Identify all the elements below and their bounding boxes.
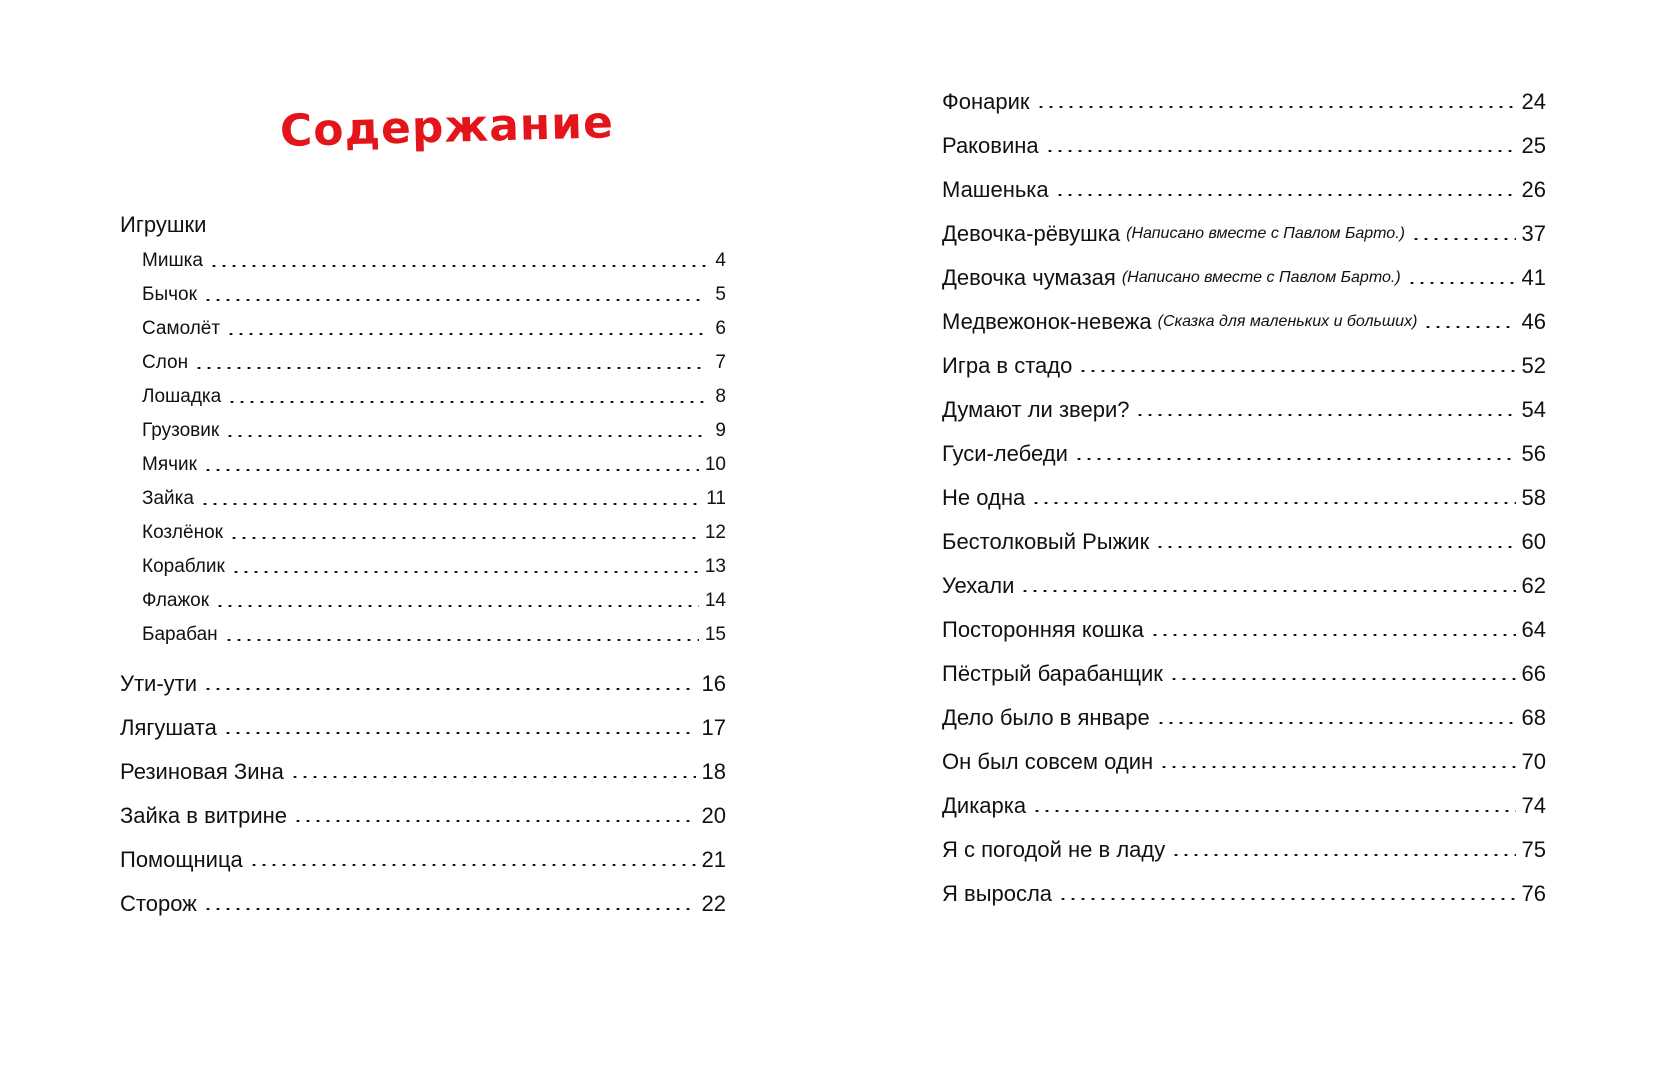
toc-page-number: 22 — [701, 891, 726, 916]
dot-leader — [194, 367, 706, 369]
toc-page-number: 62 — [1521, 573, 1546, 598]
toc-entry — [942, 168, 1546, 212]
toc-entry-title: Помощница — [120, 847, 243, 872]
toc-entry-title: Дело было в январе — [942, 705, 1150, 730]
toc-entry — [142, 312, 726, 346]
dot-leader — [203, 908, 696, 910]
toc-page-number: 16 — [701, 671, 726, 696]
dot-leader — [227, 401, 706, 403]
toc-entry-title: Зайка — [142, 488, 194, 509]
toc-entry — [942, 388, 1546, 432]
toc-page-number: 15 — [704, 624, 726, 645]
toc-entry — [942, 344, 1546, 388]
toc-entry — [942, 432, 1546, 476]
toc-entry-title: Он был совсем один — [942, 749, 1154, 774]
toc-page-number: 7 — [715, 352, 726, 373]
toc-page-number: 64 — [1521, 617, 1546, 642]
toc-entry-note: (Сказка для маленьких и больших) — [1157, 313, 1418, 330]
toc-entry — [942, 212, 1546, 256]
dot-leader — [1150, 634, 1516, 636]
toc-page-number: 66 — [1521, 661, 1546, 686]
toc-entry — [142, 244, 726, 278]
toc-entry-title: Мишка — [142, 250, 203, 271]
dot-leader — [1169, 678, 1516, 680]
dot-leader — [1032, 810, 1515, 812]
toc-page-number: 6 — [715, 318, 726, 339]
dot-leader — [1031, 502, 1515, 504]
toc-entry — [120, 706, 726, 750]
dot-leader — [1045, 150, 1516, 152]
dot-leader — [1423, 326, 1515, 328]
toc-entry-title: Барабан — [142, 624, 218, 645]
toc-entry-title: Машенька — [942, 177, 1049, 202]
toc-entry — [942, 872, 1546, 916]
toc-entry-title: Девочка чумазая — [942, 265, 1116, 290]
toc-page-number: 10 — [704, 454, 726, 475]
toc-entry-title: Дикарка — [942, 793, 1027, 818]
toc-page-number: 46 — [1521, 309, 1546, 334]
toc-page-number: 9 — [715, 420, 726, 441]
toc-entry — [942, 828, 1546, 872]
dot-leader — [1411, 238, 1516, 240]
toc-entry — [142, 516, 726, 550]
dot-leader — [1155, 546, 1515, 548]
dot-leader — [1171, 854, 1515, 856]
toc-entry-title: Лягушата — [120, 715, 217, 740]
toc-entry-title: Козлёнок — [142, 522, 223, 543]
toc-entry-title: Пёстрый барабанщик — [942, 661, 1163, 686]
dot-leader — [1407, 282, 1516, 284]
toc-page-number: 58 — [1521, 485, 1546, 510]
dot-leader — [203, 469, 699, 471]
toc-entry-title: Посторонняя кошка — [942, 617, 1144, 642]
toc-entry-title: Раковина — [942, 133, 1039, 158]
toc-entry — [942, 784, 1546, 828]
dot-leader — [223, 732, 696, 734]
toc-entry — [142, 278, 726, 312]
toc-entry-title: Девочка-рёвушка — [942, 221, 1121, 246]
toc-entry — [942, 696, 1546, 740]
dot-leader — [1055, 194, 1516, 196]
toc-entry — [142, 550, 726, 584]
toc-entry — [142, 414, 726, 448]
dot-leader — [215, 605, 699, 607]
dot-leader — [224, 639, 699, 641]
dot-leader — [200, 503, 700, 505]
toc-page-number: 17 — [701, 715, 726, 740]
toc-entry-title: Самолёт — [142, 318, 221, 339]
toc-entry-title: Ути-ути — [120, 671, 198, 696]
toc-page-number: 60 — [1521, 529, 1546, 554]
dot-leader — [249, 864, 696, 866]
dot-leader — [225, 435, 706, 437]
toc-entry — [942, 740, 1546, 784]
dot-leader — [290, 776, 696, 778]
left-page — [120, 0, 726, 1080]
toc-entry-title: Слон — [142, 352, 189, 373]
toc-page-number: 52 — [1521, 353, 1546, 378]
toc-entry-title: Грузовик — [142, 420, 220, 441]
toc-entry — [942, 476, 1546, 520]
dot-leader — [1078, 370, 1515, 372]
toc-page-number: 25 — [1521, 133, 1546, 158]
toc-entry — [942, 300, 1546, 344]
toc-page-number: 8 — [715, 386, 726, 407]
toc-entry-title: Уехали — [942, 573, 1015, 598]
toc-entry-title: Флажок — [142, 590, 210, 611]
toys-subsection-list — [142, 244, 726, 652]
toc-page-number: 24 — [1521, 89, 1546, 114]
toc-entry-title: Думают ли звери? — [942, 397, 1130, 422]
dot-leader — [1074, 458, 1516, 460]
toc-entry — [120, 794, 726, 838]
dot-leader — [1036, 106, 1516, 108]
toc-entry — [120, 882, 726, 926]
toc-page-number: 12 — [704, 522, 726, 543]
dot-leader — [231, 571, 699, 573]
toc-entry-title: Сторож — [120, 891, 197, 916]
toc-entry — [942, 256, 1546, 300]
toc-page-number: 20 — [701, 803, 726, 828]
toc-page-number: 18 — [701, 759, 726, 784]
dot-leader — [203, 299, 706, 301]
toc-page-number: 54 — [1521, 397, 1546, 422]
dot-leader — [209, 265, 706, 267]
toc-entry — [142, 584, 726, 618]
toc-page-number: 11 — [706, 488, 726, 509]
toc-entry — [942, 124, 1546, 168]
toc-entry — [942, 608, 1546, 652]
dot-leader — [1058, 898, 1515, 900]
toc-entry — [142, 346, 726, 380]
toc-page-number: 75 — [1521, 837, 1546, 862]
dot-leader — [226, 333, 706, 335]
toc-page-number: 5 — [715, 284, 726, 305]
toc-entry-title: Медвежонок-невежа — [942, 309, 1152, 334]
dot-leader — [1156, 722, 1516, 724]
toc-entry — [120, 750, 726, 794]
toc-entry-title: Резиновая Зина — [120, 759, 284, 784]
toc-entry-title: Не одна — [942, 485, 1026, 510]
toc-entry-title: Кораблик — [142, 556, 225, 577]
toc-page-number: 4 — [715, 250, 726, 271]
toc-page-number: 21 — [701, 847, 726, 872]
toc-entry — [942, 80, 1546, 124]
page-title: Содержание — [279, 97, 615, 157]
toc-page-number: 41 — [1521, 265, 1546, 290]
toc-page-number: 37 — [1521, 221, 1546, 246]
dot-leader — [1135, 414, 1515, 416]
toc-entry — [120, 838, 726, 882]
toc-page-number: 26 — [1521, 177, 1546, 202]
toc-entry — [142, 448, 726, 482]
toc-entry — [142, 380, 726, 414]
toc-entry-note: (Написано вместе с Павлом Барто.) — [1121, 269, 1401, 286]
dot-leader — [1020, 590, 1515, 592]
toc-entry — [942, 652, 1546, 696]
toc-entry-title: Я с погодой не в ладу — [942, 837, 1166, 862]
dot-leader — [229, 537, 699, 539]
toc-page-number: 70 — [1521, 749, 1546, 774]
toc-entry-title: Гуси-лебеди — [942, 441, 1068, 466]
right-toc-list — [942, 80, 1546, 916]
toc-page-number: 56 — [1521, 441, 1546, 466]
toc-entry — [142, 482, 726, 516]
toc-entry — [942, 520, 1546, 564]
toc-page-number: 14 — [704, 590, 726, 611]
toc-entry — [942, 564, 1546, 608]
toc-entry-title: Мячик — [142, 454, 197, 475]
toc-entry-title: Игра в стадо — [942, 353, 1073, 378]
toc-page-number: 76 — [1521, 881, 1546, 906]
toc-entry-title: Я выросла — [942, 881, 1053, 906]
toc-page-number: 74 — [1521, 793, 1546, 818]
left-toc-list — [120, 662, 726, 926]
toc-entry-title: Бычок — [142, 284, 197, 305]
toc-entry-title: Зайка в витрине — [120, 803, 288, 828]
toc-entry-title: Лошадка — [142, 386, 222, 407]
dot-leader — [203, 688, 695, 690]
section-heading: Игрушки — [120, 212, 207, 237]
toc-entry — [142, 618, 726, 652]
toc-entry-title: Бестолковый Рыжик — [942, 529, 1150, 554]
toc-entry-title: Фонарик — [942, 89, 1030, 114]
toc-entry — [120, 662, 726, 706]
toc-page-number: 13 — [704, 556, 726, 577]
dot-leader — [293, 820, 695, 822]
toc-entry-note: (Написано вместе с Павлом Барто.) — [1126, 225, 1405, 242]
toc-page-number: 68 — [1521, 705, 1546, 730]
dot-leader — [1159, 766, 1515, 768]
